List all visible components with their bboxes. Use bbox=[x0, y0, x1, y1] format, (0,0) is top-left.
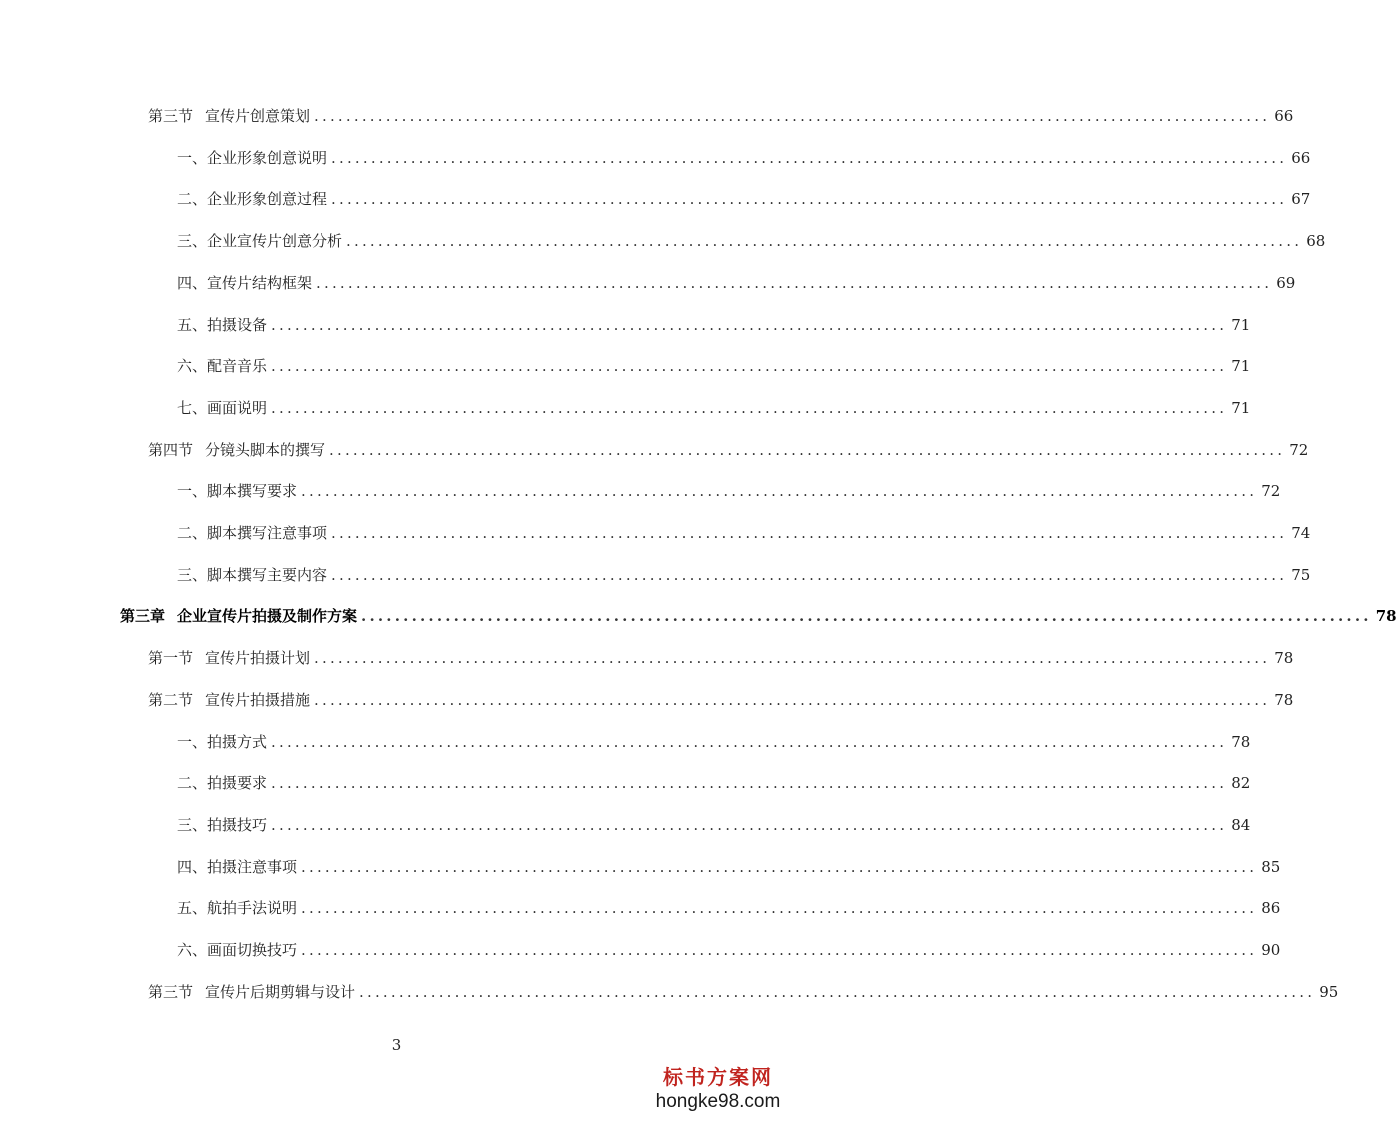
toc-page-number: 71 bbox=[1231, 399, 1251, 417]
toc-leader-dots: ........................................................................................................................ bbox=[361, 607, 1372, 625]
toc-page-number: 78 bbox=[1375, 607, 1397, 625]
toc-page-number: 90 bbox=[1261, 941, 1281, 959]
toc-page-number: 95 bbox=[1319, 983, 1339, 1001]
toc-entry[interactable] bbox=[177, 938, 1281, 962]
toc-entry-title: 四、宣传片结构框架 bbox=[177, 274, 313, 292]
toc-entry-title: 第一节 宣传片拍摄计划 bbox=[148, 649, 311, 667]
toc-leader-dots: ........................................................................................................................ bbox=[271, 399, 1228, 417]
toc-leader-dots: ........................................................................................................................ bbox=[331, 149, 1288, 167]
toc-page-number: 75 bbox=[1291, 566, 1311, 584]
toc-entry-title: 四、拍摄注意事项 bbox=[177, 858, 298, 876]
toc-entry-title: 五、航拍手法说明 bbox=[177, 899, 298, 917]
toc-leader-dots: ........................................................................................................................ bbox=[316, 274, 1273, 292]
toc-leader-dots: ........................................................................................................................ bbox=[329, 441, 1286, 459]
toc-entry-title: 六、配音音乐 bbox=[177, 357, 268, 375]
toc-entry[interactable] bbox=[177, 396, 1251, 420]
toc-leader-dots: ........................................................................................................................ bbox=[271, 357, 1228, 375]
toc-entry-title: 一、脚本撰写要求 bbox=[177, 482, 298, 500]
site-watermark bbox=[648, 1064, 788, 1114]
toc-entry[interactable] bbox=[177, 313, 1251, 337]
toc-page-number: 84 bbox=[1231, 816, 1251, 834]
toc-leader-dots: ........................................................................................................................ bbox=[331, 190, 1288, 208]
toc-entry[interactable] bbox=[177, 271, 1296, 295]
toc-entry[interactable] bbox=[177, 855, 1281, 879]
toc-page-number: 69 bbox=[1276, 274, 1296, 292]
toc-entry[interactable] bbox=[148, 438, 1309, 462]
toc-page-number: 66 bbox=[1291, 149, 1311, 167]
toc-leader-dots: ........................................................................................................................ bbox=[271, 733, 1228, 751]
toc-entry[interactable] bbox=[177, 146, 1311, 170]
toc-page-number: 78 bbox=[1231, 733, 1251, 751]
toc-leader-dots: ........................................................................................................................ bbox=[301, 941, 1258, 959]
toc-chapter-entry[interactable] bbox=[120, 604, 1397, 628]
toc-entry-title: 二、脚本撰写注意事项 bbox=[177, 524, 328, 542]
toc-leader-dots: ........................................................................................................................ bbox=[271, 816, 1228, 834]
toc-leader-dots: ........................................................................................................................ bbox=[346, 232, 1303, 250]
toc-entry-title: 五、拍摄设备 bbox=[177, 316, 268, 334]
toc-entry-title: 一、企业形象创意说明 bbox=[177, 149, 328, 167]
toc-page-number: 86 bbox=[1261, 899, 1281, 917]
toc-entry[interactable] bbox=[177, 771, 1251, 795]
toc-entry-title: 第二节 宣传片拍摄措施 bbox=[148, 691, 311, 709]
toc-entry[interactable] bbox=[177, 730, 1251, 754]
toc-entry[interactable] bbox=[177, 896, 1281, 920]
toc-entry[interactable] bbox=[177, 813, 1251, 837]
toc-entry[interactable] bbox=[177, 187, 1311, 211]
toc-page-number: 78 bbox=[1274, 649, 1294, 667]
toc-entry[interactable] bbox=[148, 104, 1294, 128]
toc-page-number: 71 bbox=[1231, 316, 1251, 334]
toc-entry[interactable] bbox=[177, 354, 1251, 378]
page-number: 3 bbox=[391, 1036, 402, 1054]
toc-entry-title: 三、拍摄技巧 bbox=[177, 816, 268, 834]
toc-leader-dots: ........................................................................................................................ bbox=[314, 691, 1271, 709]
toc-entry-title: 三、脚本撰写主要内容 bbox=[177, 566, 328, 584]
toc-entry-title: 三、企业宣传片创意分析 bbox=[177, 232, 343, 250]
toc-entry[interactable] bbox=[177, 563, 1311, 587]
toc-entry-title: 二、拍摄要求 bbox=[177, 774, 268, 792]
toc-entry[interactable] bbox=[177, 521, 1311, 545]
toc-entry-title: 第三章 企业宣传片拍摄及制作方案 bbox=[120, 607, 358, 625]
toc-entry-title: 六、画面切换技巧 bbox=[177, 941, 298, 959]
toc-entry-title: 第三节 宣传片创意策划 bbox=[148, 107, 311, 125]
toc-leader-dots: ........................................................................................................................ bbox=[301, 482, 1258, 500]
toc-page-number: 66 bbox=[1274, 107, 1294, 125]
toc-page-number: 71 bbox=[1231, 357, 1251, 375]
toc-leader-dots: ........................................................................................................................ bbox=[271, 774, 1228, 792]
watermark-site-name: 标书方案网 bbox=[663, 1065, 773, 1089]
toc-leader-dots: ........................................................................................................................ bbox=[271, 316, 1228, 334]
toc-entry[interactable] bbox=[177, 229, 1326, 253]
watermark-url: hongke98.com bbox=[655, 1091, 781, 1112]
toc-leader-dots: ........................................................................................................................ bbox=[301, 899, 1258, 917]
toc-leader-dots: ........................................................................................................................ bbox=[331, 566, 1288, 584]
toc-entry-title: 第四节 分镜头脚本的撰写 bbox=[148, 441, 326, 459]
toc-entry[interactable] bbox=[148, 688, 1294, 712]
toc-page-number: 67 bbox=[1291, 190, 1311, 208]
toc-leader-dots: ........................................................................................................................ bbox=[314, 107, 1271, 125]
toc-leader-dots: ........................................................................................................................ bbox=[331, 524, 1288, 542]
toc-page-number: 82 bbox=[1231, 774, 1251, 792]
toc-entry[interactable] bbox=[148, 980, 1339, 1004]
toc-entry-title: 二、企业形象创意过程 bbox=[177, 190, 328, 208]
toc-leader-dots: ........................................................................................................................ bbox=[301, 858, 1258, 876]
toc-entry-title: 七、画面说明 bbox=[177, 399, 268, 417]
toc-leader-dots: ........................................................................................................................ bbox=[359, 983, 1316, 1001]
toc-entry[interactable] bbox=[148, 646, 1294, 670]
toc-page-number: 68 bbox=[1306, 232, 1326, 250]
toc-page-number: 78 bbox=[1274, 691, 1294, 709]
toc-page-number: 72 bbox=[1261, 482, 1281, 500]
toc-page-number: 74 bbox=[1291, 524, 1311, 542]
toc-entry-title: 一、拍摄方式 bbox=[177, 733, 268, 751]
toc-page-number: 85 bbox=[1261, 858, 1281, 876]
toc-entry-title: 第三节 宣传片后期剪辑与设计 bbox=[148, 983, 356, 1001]
toc-entry[interactable] bbox=[177, 479, 1281, 503]
toc-page-number: 72 bbox=[1289, 441, 1309, 459]
toc-leader-dots: ........................................................................................................................ bbox=[314, 649, 1271, 667]
